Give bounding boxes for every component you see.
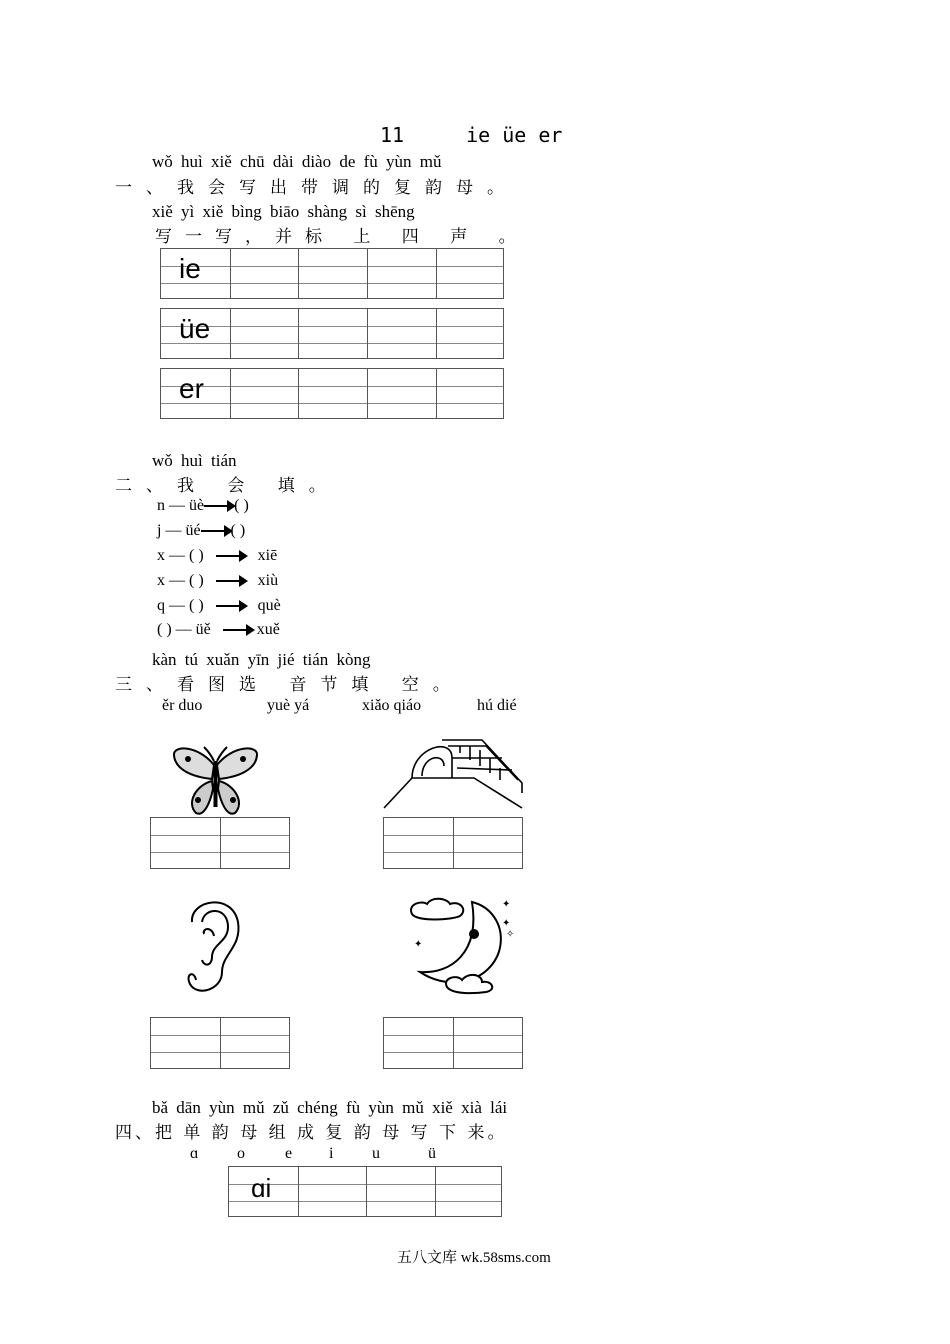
svg-text:✧: ✧ — [506, 929, 515, 940]
section1-sub-pinyin: xiě yì xiě bìng biāo shàng sì shēng — [152, 202, 415, 221]
section3-pinyin: kàn tú xuǎn yīn jié tián kòng — [152, 650, 371, 669]
section3-label: 三、看图选 音节填 空。 — [115, 675, 464, 695]
fill-line-2[interactable]: j — üé ( ) — [157, 522, 246, 539]
lesson-number: 11 — [380, 123, 405, 147]
answer-grid-butterfly[interactable] — [150, 817, 290, 869]
section2-pinyin: wǒ huì tián — [152, 451, 237, 470]
arrow-icon — [216, 555, 246, 557]
grid-seed-ie: ie — [179, 253, 201, 284]
section1-label: 一、我会写出带调的复韵母。 — [115, 178, 518, 198]
writing-grid-compound[interactable] — [228, 1166, 502, 1217]
letter-i: i — [329, 1145, 334, 1162]
arrow-icon — [216, 605, 246, 607]
svg-text:✦: ✦ — [502, 899, 511, 910]
section1-sub-text: 写一写，并标 上 四 声 。 — [155, 227, 529, 247]
letter-u: u — [372, 1145, 380, 1162]
ear-icon — [182, 892, 244, 997]
grid-seed-ai: ɑi — [251, 1173, 272, 1203]
letter-o: o — [237, 1145, 245, 1162]
option-yueya: yuè yá — [267, 697, 310, 714]
option-erduo: ěr duo — [162, 697, 203, 714]
fill-line-1[interactable]: n — üè ( ) — [157, 497, 249, 514]
footer-watermark: 五八文库 wk.58sms.com — [397, 1250, 551, 1266]
arrow-icon — [223, 629, 253, 631]
section1-pinyin: wǒ huì xiě chū dài diào de fù yùn mǔ — [152, 152, 442, 171]
grid-seed-ue: üe — [179, 313, 211, 344]
letter-a: ɑ — [190, 1145, 199, 1162]
letter-e: e — [285, 1145, 293, 1162]
answer-grid-bridge[interactable] — [383, 817, 523, 869]
svg-text:✦: ✦ — [414, 939, 423, 950]
answer-grid-moon[interactable] — [383, 1017, 523, 1069]
lesson-finals: ie üe er — [466, 123, 563, 147]
writing-grid-er[interactable] — [160, 368, 504, 419]
writing-grid-ue[interactable] — [160, 308, 504, 359]
section4-pinyin: bǎ dān yùn mǔ zǔ chéng fù yùn mǔ xiě xià lái — [152, 1098, 508, 1117]
butterfly-icon — [168, 745, 263, 817]
fill-line-6[interactable]: ( ) — üě xuě — [157, 621, 280, 638]
section4-label: 四、把 单 韵 母 组 成 复 韵 母 写 下 来。 — [115, 1123, 508, 1143]
grid-seed-er: er — [179, 373, 204, 404]
fill-line-3[interactable]: x — ( ) xiē — [157, 547, 278, 564]
moon-icon — [402, 892, 522, 997]
fill-line-4[interactable]: x — ( ) xiù — [157, 572, 279, 589]
arrow-icon — [204, 505, 234, 507]
page-title — [380, 123, 562, 147]
bridge-icon — [382, 718, 524, 818]
option-xiaoqiao: xiǎo qiáo — [362, 697, 422, 714]
option-hudie: hú dié — [477, 697, 517, 714]
section2-label: 二、我 会 填。 — [115, 476, 340, 496]
arrow-icon — [216, 580, 246, 582]
letter-v: ü — [428, 1145, 436, 1162]
arrow-icon — [201, 530, 231, 532]
svg-text:✦: ✦ — [502, 918, 511, 929]
writing-grid-ie[interactable] — [160, 248, 504, 299]
fill-line-5[interactable]: q — ( ) què — [157, 597, 281, 614]
answer-grid-ear[interactable] — [150, 1017, 290, 1069]
